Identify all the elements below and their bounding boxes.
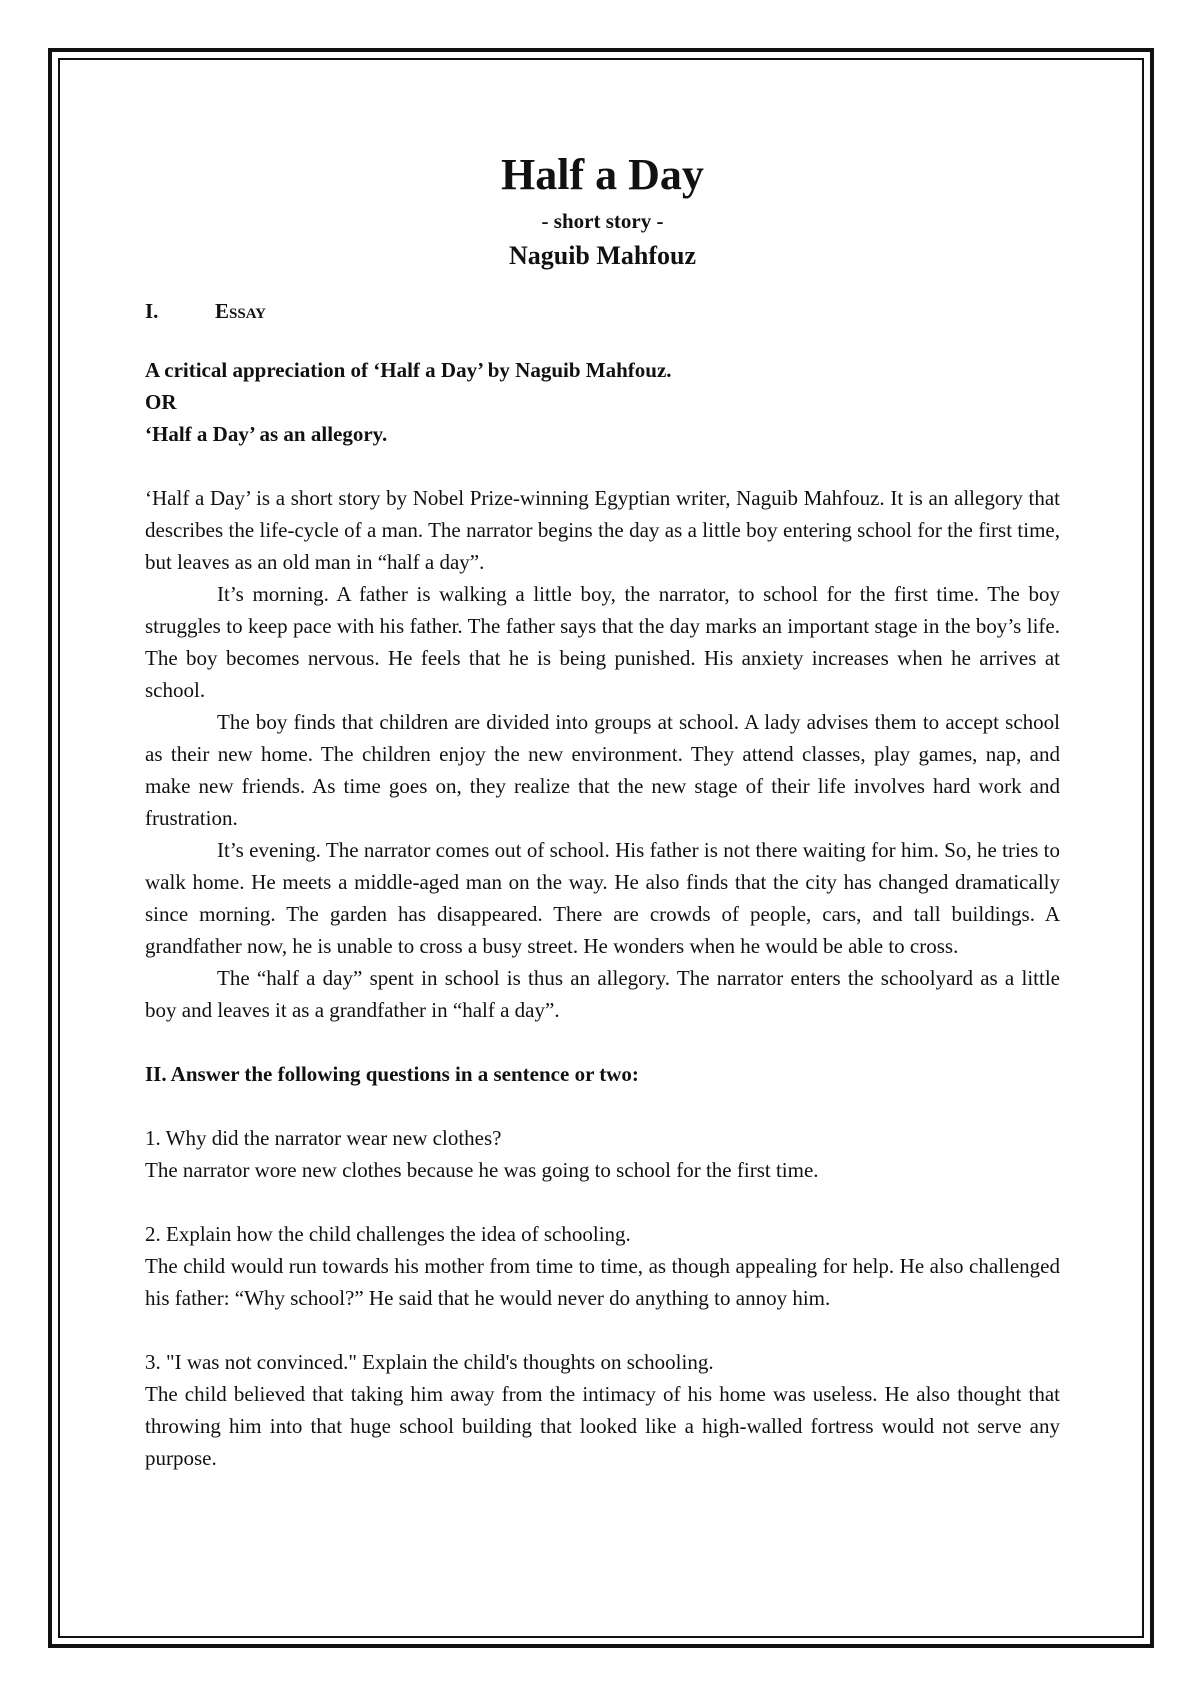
essay-prompt-1: A critical appreciation of ‘Half a Day’ by Naguib Mahfouz. [145, 358, 672, 382]
question-item [145, 1346, 1060, 1474]
essay-body [145, 482, 1060, 1026]
section-heading-essay [145, 298, 1060, 324]
answer-text: The child would run towards his mother from time to time, as though appealing for help. He also challenged his father: “Why school?” He said that he would never do anything to annoy him. [145, 1254, 1060, 1310]
author-name: Naguib Mahfouz [508, 241, 697, 270]
question-text: 2. Explain how the child challenges the idea of schooling. [145, 1222, 631, 1246]
page-subtitle: - short story - [541, 209, 664, 233]
questions-heading: II. Answer the following questions in a sentence or two: [145, 1062, 639, 1086]
page-title: Half a Day [501, 150, 704, 199]
answer-text: The child believed that taking him away from the intimacy of his home was useless. He also thought that throwing him into that huge school building that looked like a high-walled fortress would not serve any purpose. [145, 1382, 1060, 1470]
essay-prompt-2: ‘Half a Day’ as an allegory. [145, 422, 388, 446]
essay-paragraph: It’s morning. A father is walking a little boy, the narrator, to school for the first time. The boy struggles to keep pace with his father. The father says that the day marks an important stage in the boy’s life. The boy becomes nervous. He feels that he is being punished. His anxiety increases when he arrives at school. [145, 582, 1060, 702]
essay-paragraph: ‘Half a Day’ is a short story by Nobel Prize-winning Egyptian writer, Naguib Mahfouz. It is an allegory that describes the life-cycle of a man. The narrator begins the day as a little boy entering school for the first time, but leaves as an old man in “half a day”. [145, 486, 1060, 574]
essay-paragraph: The “half a day” spent in school is thus an allegory. The narrator enters the schoolyard as a little boy and leaves it as a grandfather in “half a day”. [145, 966, 1060, 1022]
page-content [145, 148, 1060, 1474]
question-text: 3. "I was not convinced." Explain the child's thoughts on schooling. [145, 1350, 714, 1374]
essay-prompt-or: OR [145, 390, 177, 414]
question-item [145, 1122, 1060, 1186]
essay-prompts [145, 354, 1060, 450]
question-item [145, 1218, 1060, 1314]
essay-paragraph: It’s evening. The narrator comes out of school. His father is not there waiting for him. So, he tries to walk home. He meets a middle-aged man on the way. He also finds that the city has changed dramatically since morning. The garden has disappeared. There are crowds of people, cars, and tall buildings. A grandfather now, he is unable to cross a busy street. He wonders when he would be able to cross. [145, 838, 1060, 958]
essay-paragraph: The boy finds that children are divided into groups at school. A lady advises them to accept school as their new home. The children enjoy the new environment. They attend classes, play games, nap, and make new friends. As time goes on, they realize that the new stage of their life involves hard work and frustration. [145, 710, 1060, 830]
section-number: I. [145, 299, 159, 323]
question-text: 1. Why did the narrator wear new clothes? [145, 1126, 502, 1150]
answer-text: The narrator wore new clothes because he was going to school for the first time. [145, 1158, 819, 1182]
section-name: Essay [215, 299, 266, 323]
